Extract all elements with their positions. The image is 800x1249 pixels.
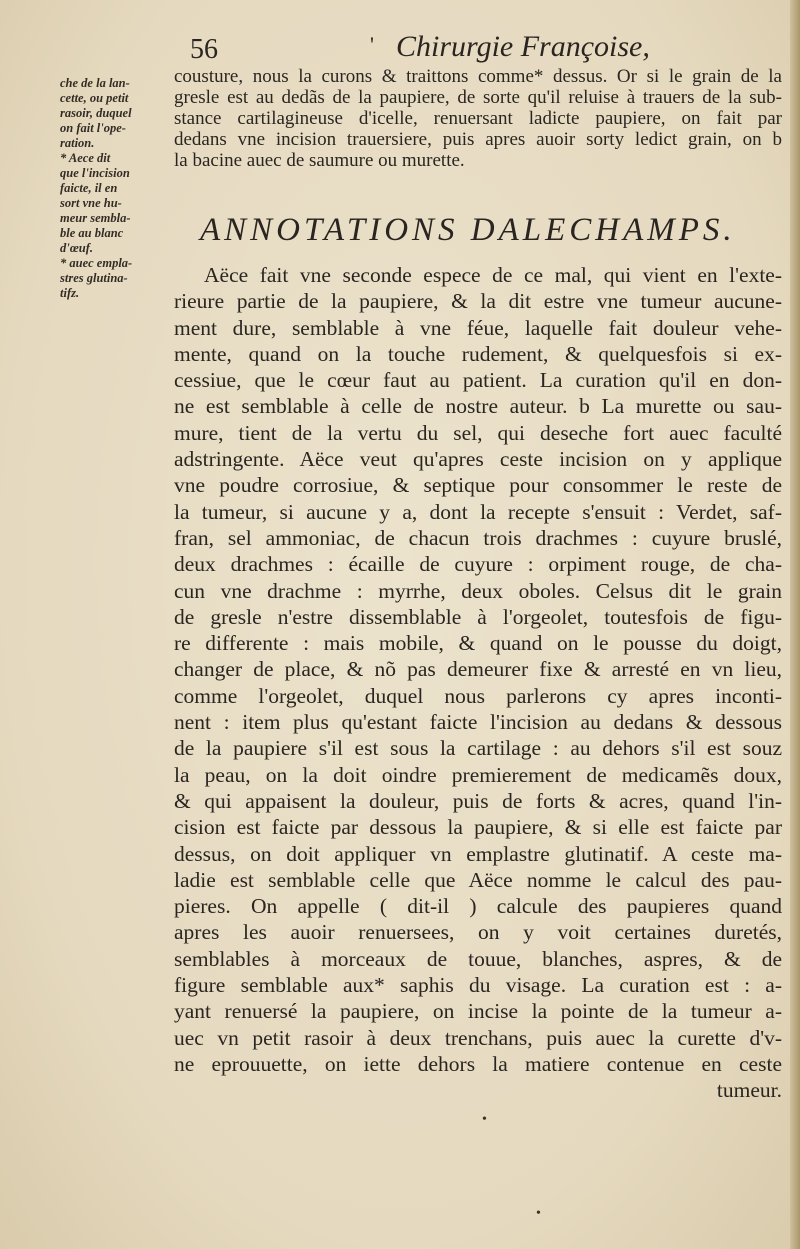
text-line: fran, sel ammoniac, de chacun trois drachmes : cuyure bruslé,	[174, 525, 782, 550]
margin-notes	[60, 76, 175, 301]
text-line: figure semblable aux* saphis du visage. La curation est : a-	[174, 973, 782, 998]
text-line: mure, tient de la vertu du sel, qui deseche fort auec faculté	[174, 420, 782, 445]
text-line: nent : item plus qu'estant faicte l'incision au dedans & dessous	[174, 710, 782, 735]
margin-note-line: on fait l'ope-	[60, 121, 126, 135]
ink-speck: •	[536, 1206, 541, 1221]
text-line: cun vne drachme : myrrhe, deux oboles. Celsus dit le grain	[174, 578, 782, 603]
text-line: uec vn petit rasoir à deux trenchans, puis auec la curette d'v-	[174, 1025, 782, 1050]
page-header	[190, 30, 770, 70]
text-line: cessiue, que le cœur faut au patient. La curation qu'il en don-	[174, 368, 782, 393]
catchword: tumeur.	[716, 1078, 782, 1103]
text-line: cision est faicte par dessous la paupiere, & si elle est faicte par	[174, 815, 782, 840]
ink-speck: •	[482, 1112, 487, 1127]
text-line: cousture, nous la curons & traittons comme* dessus. Or si le grain de la	[174, 66, 782, 87]
text-line: adstringente. Aëce veut qu'apres ceste incision on y applique	[174, 447, 782, 472]
margin-note-line: tifz.	[60, 286, 80, 300]
text-line: changer de place, & nõ pas demeurer fixe & arresté en vn lieu,	[174, 657, 782, 682]
text-line: ment dure, semblable à vne féue, laquelle fait douleur vehe-	[174, 315, 782, 340]
margin-note-line: ration.	[60, 136, 95, 150]
text-line: la tumeur, si aucune y a, dont la recepte s'ensuit : Verdet, saf-	[174, 499, 782, 524]
text-line: comme l'orgeolet, duquel nous parlerons cy apres inconti-	[174, 683, 782, 708]
margin-note-line: stres glutina-	[60, 271, 128, 285]
margin-note-line: faicte, il en	[60, 181, 118, 195]
text-line: pieres. On appelle ( dit-il ) calcule des paupieres quand	[174, 894, 782, 919]
text-line: la peau, on la doit oindre premierement de medicamẽs doux,	[174, 762, 782, 787]
text-line: ladie est semblable celle que Aëce nomme le calcul des pau-	[174, 867, 782, 892]
annotation-paragraph	[174, 262, 782, 1104]
margin-note-line: que l'incision	[60, 166, 130, 180]
text-line: Aëce fait vne seconde espece de ce mal, qui vient en l'exte-	[204, 263, 782, 287]
text-line: semblables à morceaux de touue, blanches, aspres, & de	[174, 946, 782, 971]
text-line: ne est semblable à celle de nostre auteur. b La murette ou sau-	[174, 394, 782, 419]
text-line: & qui appaisent la douleur, puis de forts & acres, quand l'in-	[174, 788, 782, 813]
text-line: la bacine auec de saumure ou murette.	[174, 150, 465, 171]
margin-note-line: d'œuf.	[60, 241, 93, 255]
margin-note-line: * Aece dit	[60, 151, 111, 165]
margin-note-line: ble au blanc	[60, 226, 124, 240]
running-title: Chirurgie Françoise,	[396, 30, 650, 63]
text-line: ne eprouuette, on iette dehors la matiere contenue en ceste	[174, 1051, 782, 1076]
text-line: vne poudre corrosiue, & septique pour consommer le reste de	[174, 473, 782, 498]
text-line: mente, quand on la touche rudement, & quelquesfois si ex-	[174, 341, 782, 366]
text-line: yant renuersé la paupiere, on incise la pointe de la tumeur a-	[174, 999, 782, 1024]
margin-note-line: cette, ou petit	[60, 91, 129, 105]
margin-note-line: rasoir, duquel	[60, 106, 132, 120]
text-line: re differente : mais mobile, & quand on le pousse du doigt,	[174, 631, 782, 656]
header-marker: '	[370, 32, 374, 57]
margin-note-line: * auec empla-	[60, 256, 133, 270]
text-line: de la paupiere s'il est sous la cartilage : au dehors s'il est souz	[174, 736, 782, 761]
text-line: apres les auoir renuersees, on y voit certaines duretés,	[174, 920, 782, 945]
text-line: gresle est au dedãs de la paupiere, de sorte qu'il reluise à trauers de la sub-	[174, 87, 782, 108]
text-line: rieure partie de la paupiere, & la dit estre vne tumeur aucune-	[174, 289, 782, 314]
margin-note-line: che de la lan-	[60, 76, 130, 90]
page-number: 56	[190, 34, 218, 65]
text-line: deux drachmes : écaille de cuyure : orpiment rouge, de cha-	[174, 552, 782, 577]
text-line: dessus, on doit appliquer vn emplastre glutinatif. A ceste ma-	[174, 841, 782, 866]
opening-paragraph	[174, 66, 782, 171]
text-line: stance cartilagineuse d'icelle, renuersant ladicte paupiere, on fait par	[174, 108, 782, 129]
text-line: de gresle n'estre dissemblable à l'orgeolet, toutesfois de figu-	[174, 604, 782, 629]
margin-note-line: meur sembla-	[60, 211, 131, 225]
section-heading: ANNOTATIONS DALECHAMPS.	[200, 212, 736, 248]
text-line: dedans vne incision trauersiere, puis apres auoir sorty ledict grain, on b	[174, 129, 782, 150]
margin-note-line: sort vne hu-	[60, 196, 122, 210]
page-edge	[790, 0, 800, 1249]
